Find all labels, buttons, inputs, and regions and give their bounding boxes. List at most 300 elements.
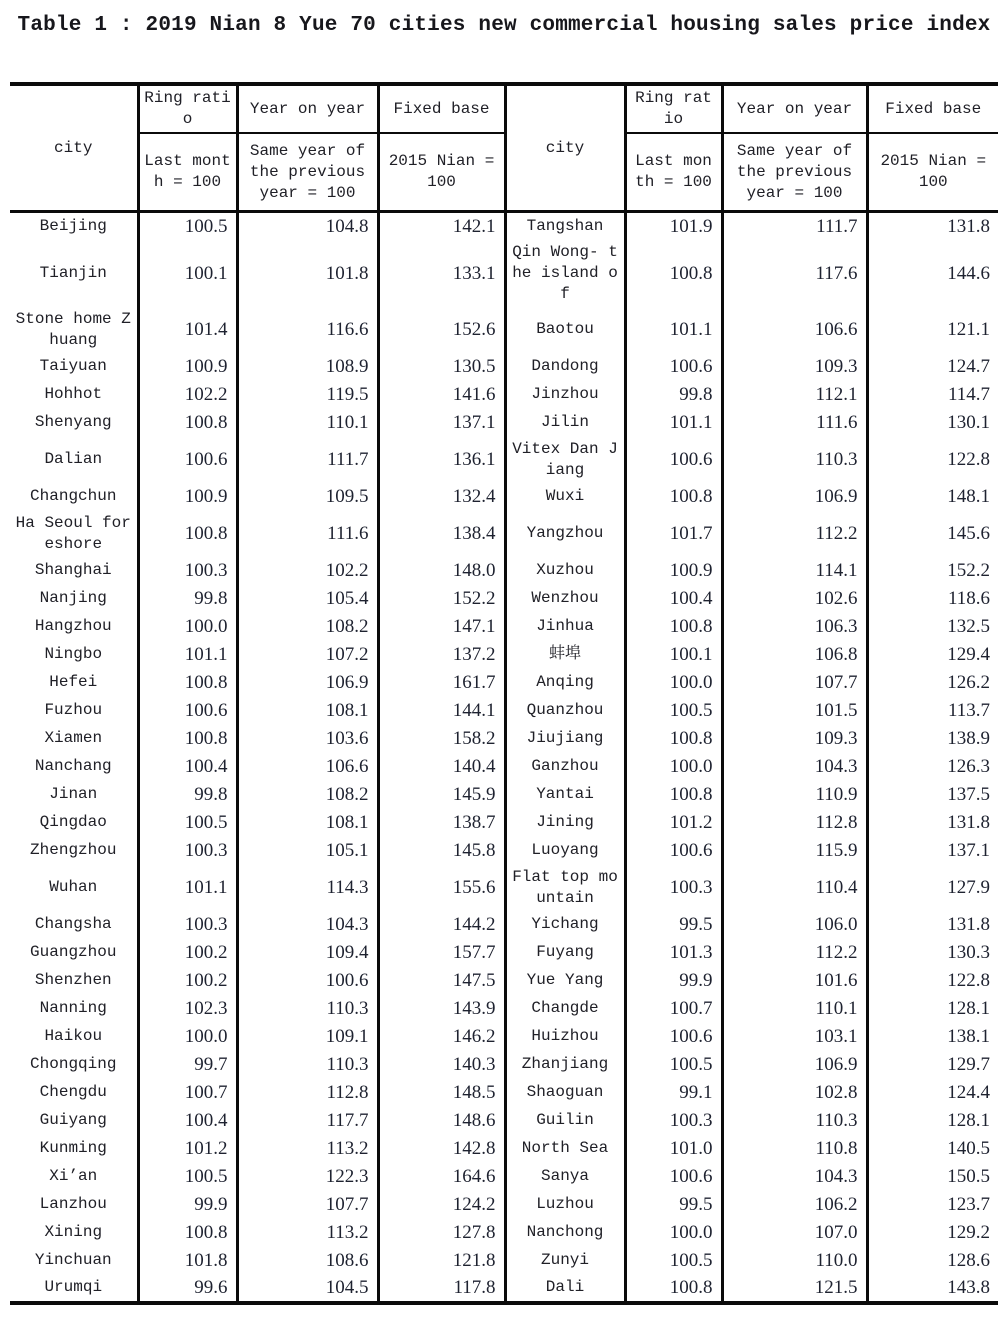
value-cell: 100.0 [625, 669, 722, 697]
value-cell: 101.0 [625, 1135, 722, 1163]
value-cell: 106.9 [237, 669, 378, 697]
city-cell: Fuzhou [44, 701, 103, 719]
value-cell: 100.5 [625, 1247, 722, 1275]
city-cell: Ningbo [44, 645, 103, 663]
value-cell: 144.2 [378, 911, 505, 939]
value-cell: 100.8 [625, 725, 722, 753]
city-cell: 蚌埠 [505, 641, 625, 669]
value-cell: 140.3 [378, 1051, 505, 1079]
value-cell: 112.1 [722, 381, 867, 409]
value-cell: 132.4 [378, 483, 505, 511]
city-cell: Anqing [505, 669, 625, 697]
value-cell: 100.5 [138, 1163, 237, 1191]
value-cell: 118.6 [867, 585, 998, 613]
value-cell: 106.6 [722, 307, 867, 353]
value-cell: 136.1 [378, 437, 505, 483]
value-cell: 145.9 [378, 781, 505, 809]
city-cell: Dandong [505, 353, 625, 381]
city-cell: Hohhot [44, 385, 103, 403]
value-cell: 131.8 [867, 212, 998, 240]
value-cell: 110.3 [722, 1107, 867, 1135]
city-cell: Huizhou [505, 1023, 625, 1051]
value-cell: 145.8 [378, 837, 505, 865]
value-cell: 99.8 [138, 585, 237, 613]
value-cell: 101.4 [138, 307, 237, 353]
value-cell: 146.2 [378, 1023, 505, 1051]
header-ring-ratio-right: Ring ratio [625, 84, 722, 133]
value-cell: 106.0 [722, 911, 867, 939]
value-cell: 155.6 [378, 865, 505, 911]
value-cell: 101.1 [625, 409, 722, 437]
city-cell: Flat top mountain [505, 865, 625, 911]
value-cell: 128.6 [867, 1247, 998, 1275]
city-cell: Chengdu [39, 1083, 107, 1101]
city-cell: Nanning [39, 999, 107, 1017]
value-cell: 105.4 [237, 585, 378, 613]
city-cell: Zhengzhou [30, 841, 117, 859]
value-cell: 99.8 [138, 781, 237, 809]
value-cell: 99.8 [625, 381, 722, 409]
value-cell: 104.3 [722, 753, 867, 781]
value-cell: 100.3 [625, 865, 722, 911]
city-cell: Changsha [34, 915, 112, 933]
value-cell: 102.8 [722, 1079, 867, 1107]
value-cell: 147.1 [378, 613, 505, 641]
value-cell: 110.8 [722, 1135, 867, 1163]
value-cell: 101.8 [138, 1247, 237, 1275]
city-cell: Changde [505, 995, 625, 1023]
city-cell: Yue Yang [505, 967, 625, 995]
value-cell: 141.6 [378, 381, 505, 409]
value-cell: 108.2 [237, 613, 378, 641]
value-cell: 106.6 [237, 753, 378, 781]
value-cell: 100.5 [138, 212, 237, 240]
value-cell: 129.4 [867, 641, 998, 669]
value-cell: 110.1 [237, 409, 378, 437]
value-cell: 138.1 [867, 1023, 998, 1051]
value-cell: 100.8 [625, 240, 722, 307]
value-cell: 107.0 [722, 1219, 867, 1247]
value-cell: 103.1 [722, 1023, 867, 1051]
table-row [10, 911, 998, 939]
city-cell: Shenzhen [34, 971, 112, 989]
value-cell: 127.8 [378, 1219, 505, 1247]
value-cell: 147.5 [378, 967, 505, 995]
value-cell: 129.2 [867, 1219, 998, 1247]
value-cell: 108.2 [237, 781, 378, 809]
value-cell: 103.6 [237, 725, 378, 753]
city-cell: Shaoguan [505, 1079, 625, 1107]
city-cell: Fuyang [505, 939, 625, 967]
table-body [10, 212, 998, 1303]
value-cell: 140.5 [867, 1135, 998, 1163]
table-row [10, 669, 998, 697]
value-cell: 100.5 [625, 697, 722, 725]
value-cell: 100.0 [625, 753, 722, 781]
value-cell: 100.8 [625, 781, 722, 809]
value-cell: 124.4 [867, 1079, 998, 1107]
value-cell: 112.8 [237, 1079, 378, 1107]
value-cell: 100.6 [625, 437, 722, 483]
value-cell: 148.0 [378, 557, 505, 585]
city-cell: Xining [44, 1223, 103, 1241]
value-cell: 106.2 [722, 1191, 867, 1219]
subheader-2015-base-right: 2015 Nian = 100 [867, 133, 998, 212]
value-cell: 100.8 [625, 483, 722, 511]
value-cell: 114.7 [867, 381, 998, 409]
table-row [10, 725, 998, 753]
table-row [10, 613, 998, 641]
city-cell: Guilin [505, 1107, 625, 1135]
value-cell: 107.7 [722, 669, 867, 697]
city-cell: Changchun [30, 487, 117, 505]
value-cell: 133.1 [378, 240, 505, 307]
city-cell: Jilin [505, 409, 625, 437]
value-cell: 106.9 [722, 483, 867, 511]
value-cell: 99.1 [625, 1079, 722, 1107]
city-cell: Taiyuan [39, 357, 107, 375]
table-row [10, 781, 998, 809]
value-cell: 143.8 [867, 1275, 998, 1303]
value-cell: 107.2 [237, 641, 378, 669]
city-cell: Jiujiang [505, 725, 625, 753]
value-cell: 99.9 [138, 1191, 237, 1219]
value-cell: 110.1 [722, 995, 867, 1023]
city-cell: Vitex Dan Jiang [505, 437, 625, 483]
value-cell: 101.1 [138, 865, 237, 911]
table-row [10, 995, 998, 1023]
value-cell: 111.7 [237, 437, 378, 483]
value-cell: 137.5 [867, 781, 998, 809]
value-cell: 100.4 [625, 585, 722, 613]
value-cell: 109.5 [237, 483, 378, 511]
city-cell: Shanghai [34, 561, 112, 579]
value-cell: 101.5 [722, 697, 867, 725]
city-cell: Luzhou [505, 1191, 625, 1219]
value-cell: 114.3 [237, 865, 378, 911]
value-cell: 100.0 [138, 613, 237, 641]
value-cell: 100.9 [138, 353, 237, 381]
value-cell: 101.9 [625, 212, 722, 240]
value-cell: 110.3 [237, 1051, 378, 1079]
value-cell: 121.8 [378, 1247, 505, 1275]
city-cell: Guiyang [39, 1111, 107, 1129]
value-cell: 100.8 [138, 669, 237, 697]
table-row [10, 511, 998, 557]
value-cell: 101.7 [625, 511, 722, 557]
value-cell: 121.1 [867, 307, 998, 353]
city-cell: Tianjin [39, 263, 107, 282]
value-cell: 152.6 [378, 307, 505, 353]
value-cell: 122.8 [867, 967, 998, 995]
value-cell: 127.9 [867, 865, 998, 911]
value-cell: 138.9 [867, 725, 998, 753]
table-header [10, 84, 998, 212]
value-cell: 100.6 [138, 697, 237, 725]
value-cell: 161.7 [378, 669, 505, 697]
city-cell: Stone home Zhuang [15, 309, 131, 349]
value-cell: 117.6 [722, 240, 867, 307]
value-cell: 112.8 [722, 809, 867, 837]
value-cell: 100.8 [138, 725, 237, 753]
value-cell: 116.6 [237, 307, 378, 353]
value-cell: 124.7 [867, 353, 998, 381]
table-row [10, 1107, 998, 1135]
city-cell: Xuzhou [505, 557, 625, 585]
value-cell: 102.3 [138, 995, 237, 1023]
value-cell: 148.1 [867, 483, 998, 511]
value-cell: 126.3 [867, 753, 998, 781]
value-cell: 138.7 [378, 809, 505, 837]
value-cell: 102.6 [722, 585, 867, 613]
value-cell: 144.1 [378, 697, 505, 725]
value-cell: 100.3 [138, 911, 237, 939]
value-cell: 101.3 [625, 939, 722, 967]
value-cell: 102.2 [138, 381, 237, 409]
city-cell: Jinan [49, 785, 98, 803]
value-cell: 123.7 [867, 1191, 998, 1219]
value-cell: 100.6 [138, 437, 237, 483]
table-row [10, 641, 998, 669]
value-cell: 130.1 [867, 409, 998, 437]
value-cell: 100.0 [625, 1219, 722, 1247]
city-cell: Yangzhou [505, 511, 625, 557]
value-cell: 119.5 [237, 381, 378, 409]
table-row [10, 1163, 998, 1191]
city-cell: Yichang [505, 911, 625, 939]
value-cell: 100.9 [625, 557, 722, 585]
header-year-on-year-left: Year on year [237, 84, 378, 133]
value-cell: 148.5 [378, 1079, 505, 1107]
table-row [10, 1247, 998, 1275]
value-cell: 101.2 [625, 809, 722, 837]
city-cell: Hefei [49, 673, 98, 691]
subheader-last-month-right: Last month = 100 [625, 133, 722, 212]
value-cell: 108.1 [237, 697, 378, 725]
value-cell: 140.4 [378, 753, 505, 781]
city-cell: Qin Wong- the island of [505, 240, 625, 307]
value-cell: 117.8 [378, 1275, 505, 1303]
city-cell: Nanchong [505, 1219, 625, 1247]
value-cell: 145.6 [867, 511, 998, 557]
value-cell: 99.5 [625, 1191, 722, 1219]
value-cell: 110.9 [722, 781, 867, 809]
header-year-on-year-right: Year on year [722, 84, 867, 133]
value-cell: 100.6 [625, 1163, 722, 1191]
city-cell: Kunming [39, 1139, 107, 1157]
table-row [10, 1219, 998, 1247]
value-cell: 100.7 [138, 1079, 237, 1107]
city-cell: Zhanjiang [505, 1051, 625, 1079]
table-row [10, 557, 998, 585]
value-cell: 143.9 [378, 995, 505, 1023]
value-cell: 99.7 [138, 1051, 237, 1079]
city-cell: Nanjing [39, 589, 107, 607]
city-cell: Wuxi [505, 483, 625, 511]
value-cell: 100.8 [138, 511, 237, 557]
city-cell: Lanzhou [39, 1195, 107, 1213]
city-cell: Wenzhou [505, 585, 625, 613]
value-cell: 101.1 [625, 307, 722, 353]
value-cell: 110.0 [722, 1247, 867, 1275]
city-cell: Xiamen [44, 729, 103, 747]
header-fixed-base-right: Fixed base [867, 84, 998, 133]
value-cell: 110.3 [237, 995, 378, 1023]
value-cell: 113.7 [867, 697, 998, 725]
value-cell: 128.1 [867, 1107, 998, 1135]
value-cell: 113.2 [237, 1219, 378, 1247]
header-fixed-base-left: Fixed base [378, 84, 505, 133]
value-cell: 104.3 [237, 911, 378, 939]
header-city-left: city [10, 84, 138, 212]
value-cell: 122.8 [867, 437, 998, 483]
value-cell: 111.6 [722, 409, 867, 437]
subheader-last-month-left: Last month = 100 [138, 133, 237, 212]
value-cell: 100.6 [625, 837, 722, 865]
table-row [10, 307, 998, 353]
value-cell: 109.4 [237, 939, 378, 967]
value-cell: 113.2 [237, 1135, 378, 1163]
value-cell: 100.8 [138, 1219, 237, 1247]
value-cell: 101.2 [138, 1135, 237, 1163]
value-cell: 100.8 [138, 409, 237, 437]
city-cell: Xi’an [49, 1167, 98, 1185]
subheader-same-year-right: Same year of the previous year = 100 [722, 133, 867, 212]
value-cell: 157.7 [378, 939, 505, 967]
value-cell: 99.6 [138, 1275, 237, 1303]
value-cell: 164.6 [378, 1163, 505, 1191]
value-cell: 106.3 [722, 613, 867, 641]
value-cell: 112.2 [722, 511, 867, 557]
city-cell: Beijing [39, 216, 107, 235]
city-cell: Wuhan [49, 878, 98, 896]
value-cell: 100.2 [138, 967, 237, 995]
value-cell: 106.8 [722, 641, 867, 669]
value-cell: 101.8 [237, 240, 378, 307]
city-cell: Haikou [44, 1027, 103, 1045]
table-row [10, 353, 998, 381]
value-cell: 112.2 [722, 939, 867, 967]
city-cell: Qingdao [39, 813, 107, 831]
value-cell: 100.5 [138, 809, 237, 837]
value-cell: 142.8 [378, 1135, 505, 1163]
value-cell: 137.1 [378, 409, 505, 437]
value-cell: 111.7 [722, 212, 867, 240]
value-cell: 108.6 [237, 1247, 378, 1275]
table-row [10, 585, 998, 613]
value-cell: 152.2 [378, 585, 505, 613]
value-cell: 99.5 [625, 911, 722, 939]
city-cell: Hangzhou [34, 617, 112, 635]
value-cell: 104.5 [237, 1275, 378, 1303]
page-title: Table 1 : 2019 Nian 8 Yue 70 cities new commercial housing sales price index [17, 14, 991, 37]
table-row [10, 1135, 998, 1163]
value-cell: 152.2 [867, 557, 998, 585]
value-cell: 107.7 [237, 1191, 378, 1219]
value-cell: 142.1 [378, 212, 505, 240]
value-cell: 137.2 [378, 641, 505, 669]
value-cell: 144.6 [867, 240, 998, 307]
value-cell: 104.3 [722, 1163, 867, 1191]
value-cell: 100.5 [625, 1051, 722, 1079]
value-cell: 100.8 [625, 613, 722, 641]
value-cell: 102.2 [237, 557, 378, 585]
value-cell: 100.6 [625, 353, 722, 381]
table-row [10, 809, 998, 837]
price-index-table [10, 82, 998, 1305]
value-cell: 100.8 [625, 1275, 722, 1303]
table-row [10, 212, 998, 240]
city-cell: Yinchuan [34, 1251, 112, 1269]
table-row [10, 865, 998, 911]
value-cell: 109.3 [722, 353, 867, 381]
value-cell: 100.7 [625, 995, 722, 1023]
city-cell: Zunyi [505, 1247, 625, 1275]
value-cell: 111.6 [237, 511, 378, 557]
value-cell: 100.9 [138, 483, 237, 511]
city-cell: Nanchang [34, 757, 112, 775]
value-cell: 128.1 [867, 995, 998, 1023]
value-cell: 148.6 [378, 1107, 505, 1135]
table-row [10, 381, 998, 409]
city-cell: Jinzhou [505, 381, 625, 409]
value-cell: 108.9 [237, 353, 378, 381]
city-cell: Ha Seoul foreshore [15, 513, 131, 553]
value-cell: 104.8 [237, 212, 378, 240]
table-row [10, 837, 998, 865]
city-cell: North Sea [505, 1135, 625, 1163]
value-cell: 115.9 [722, 837, 867, 865]
value-cell: 122.3 [237, 1163, 378, 1191]
header-row-main [10, 84, 998, 133]
value-cell: 100.3 [138, 837, 237, 865]
value-cell: 138.4 [378, 511, 505, 557]
value-cell: 99.9 [625, 967, 722, 995]
header-ring-ratio-left: Ring ratio [138, 84, 237, 133]
table-row [10, 967, 998, 995]
subheader-2015-base-left: 2015 Nian = 100 [378, 133, 505, 212]
table-row [10, 939, 998, 967]
city-cell: Baotou [505, 307, 625, 353]
table-row [10, 1023, 998, 1051]
table-row [10, 753, 998, 781]
city-cell: Urumqi [44, 1278, 103, 1296]
value-cell: 131.8 [867, 809, 998, 837]
value-cell: 100.0 [138, 1023, 237, 1051]
city-cell: Dali [505, 1275, 625, 1303]
value-cell: 132.5 [867, 613, 998, 641]
value-cell: 124.2 [378, 1191, 505, 1219]
city-cell: Guangzhou [30, 943, 117, 961]
city-cell: Shenyang [34, 413, 112, 431]
city-cell: Tangshan [505, 212, 625, 240]
table-row [10, 1191, 998, 1219]
value-cell: 100.2 [138, 939, 237, 967]
table-row [10, 1275, 998, 1303]
table-row [10, 1051, 998, 1079]
value-cell: 100.1 [138, 240, 237, 307]
value-cell: 101.1 [138, 641, 237, 669]
value-cell: 100.3 [625, 1107, 722, 1135]
city-cell: Yantai [505, 781, 625, 809]
value-cell: 100.6 [625, 1023, 722, 1051]
table-row [10, 409, 998, 437]
header-city-right: city [505, 84, 625, 212]
value-cell: 100.1 [625, 641, 722, 669]
city-cell: Chongqing [30, 1055, 117, 1073]
value-cell: 106.9 [722, 1051, 867, 1079]
city-cell: Sanya [505, 1163, 625, 1191]
